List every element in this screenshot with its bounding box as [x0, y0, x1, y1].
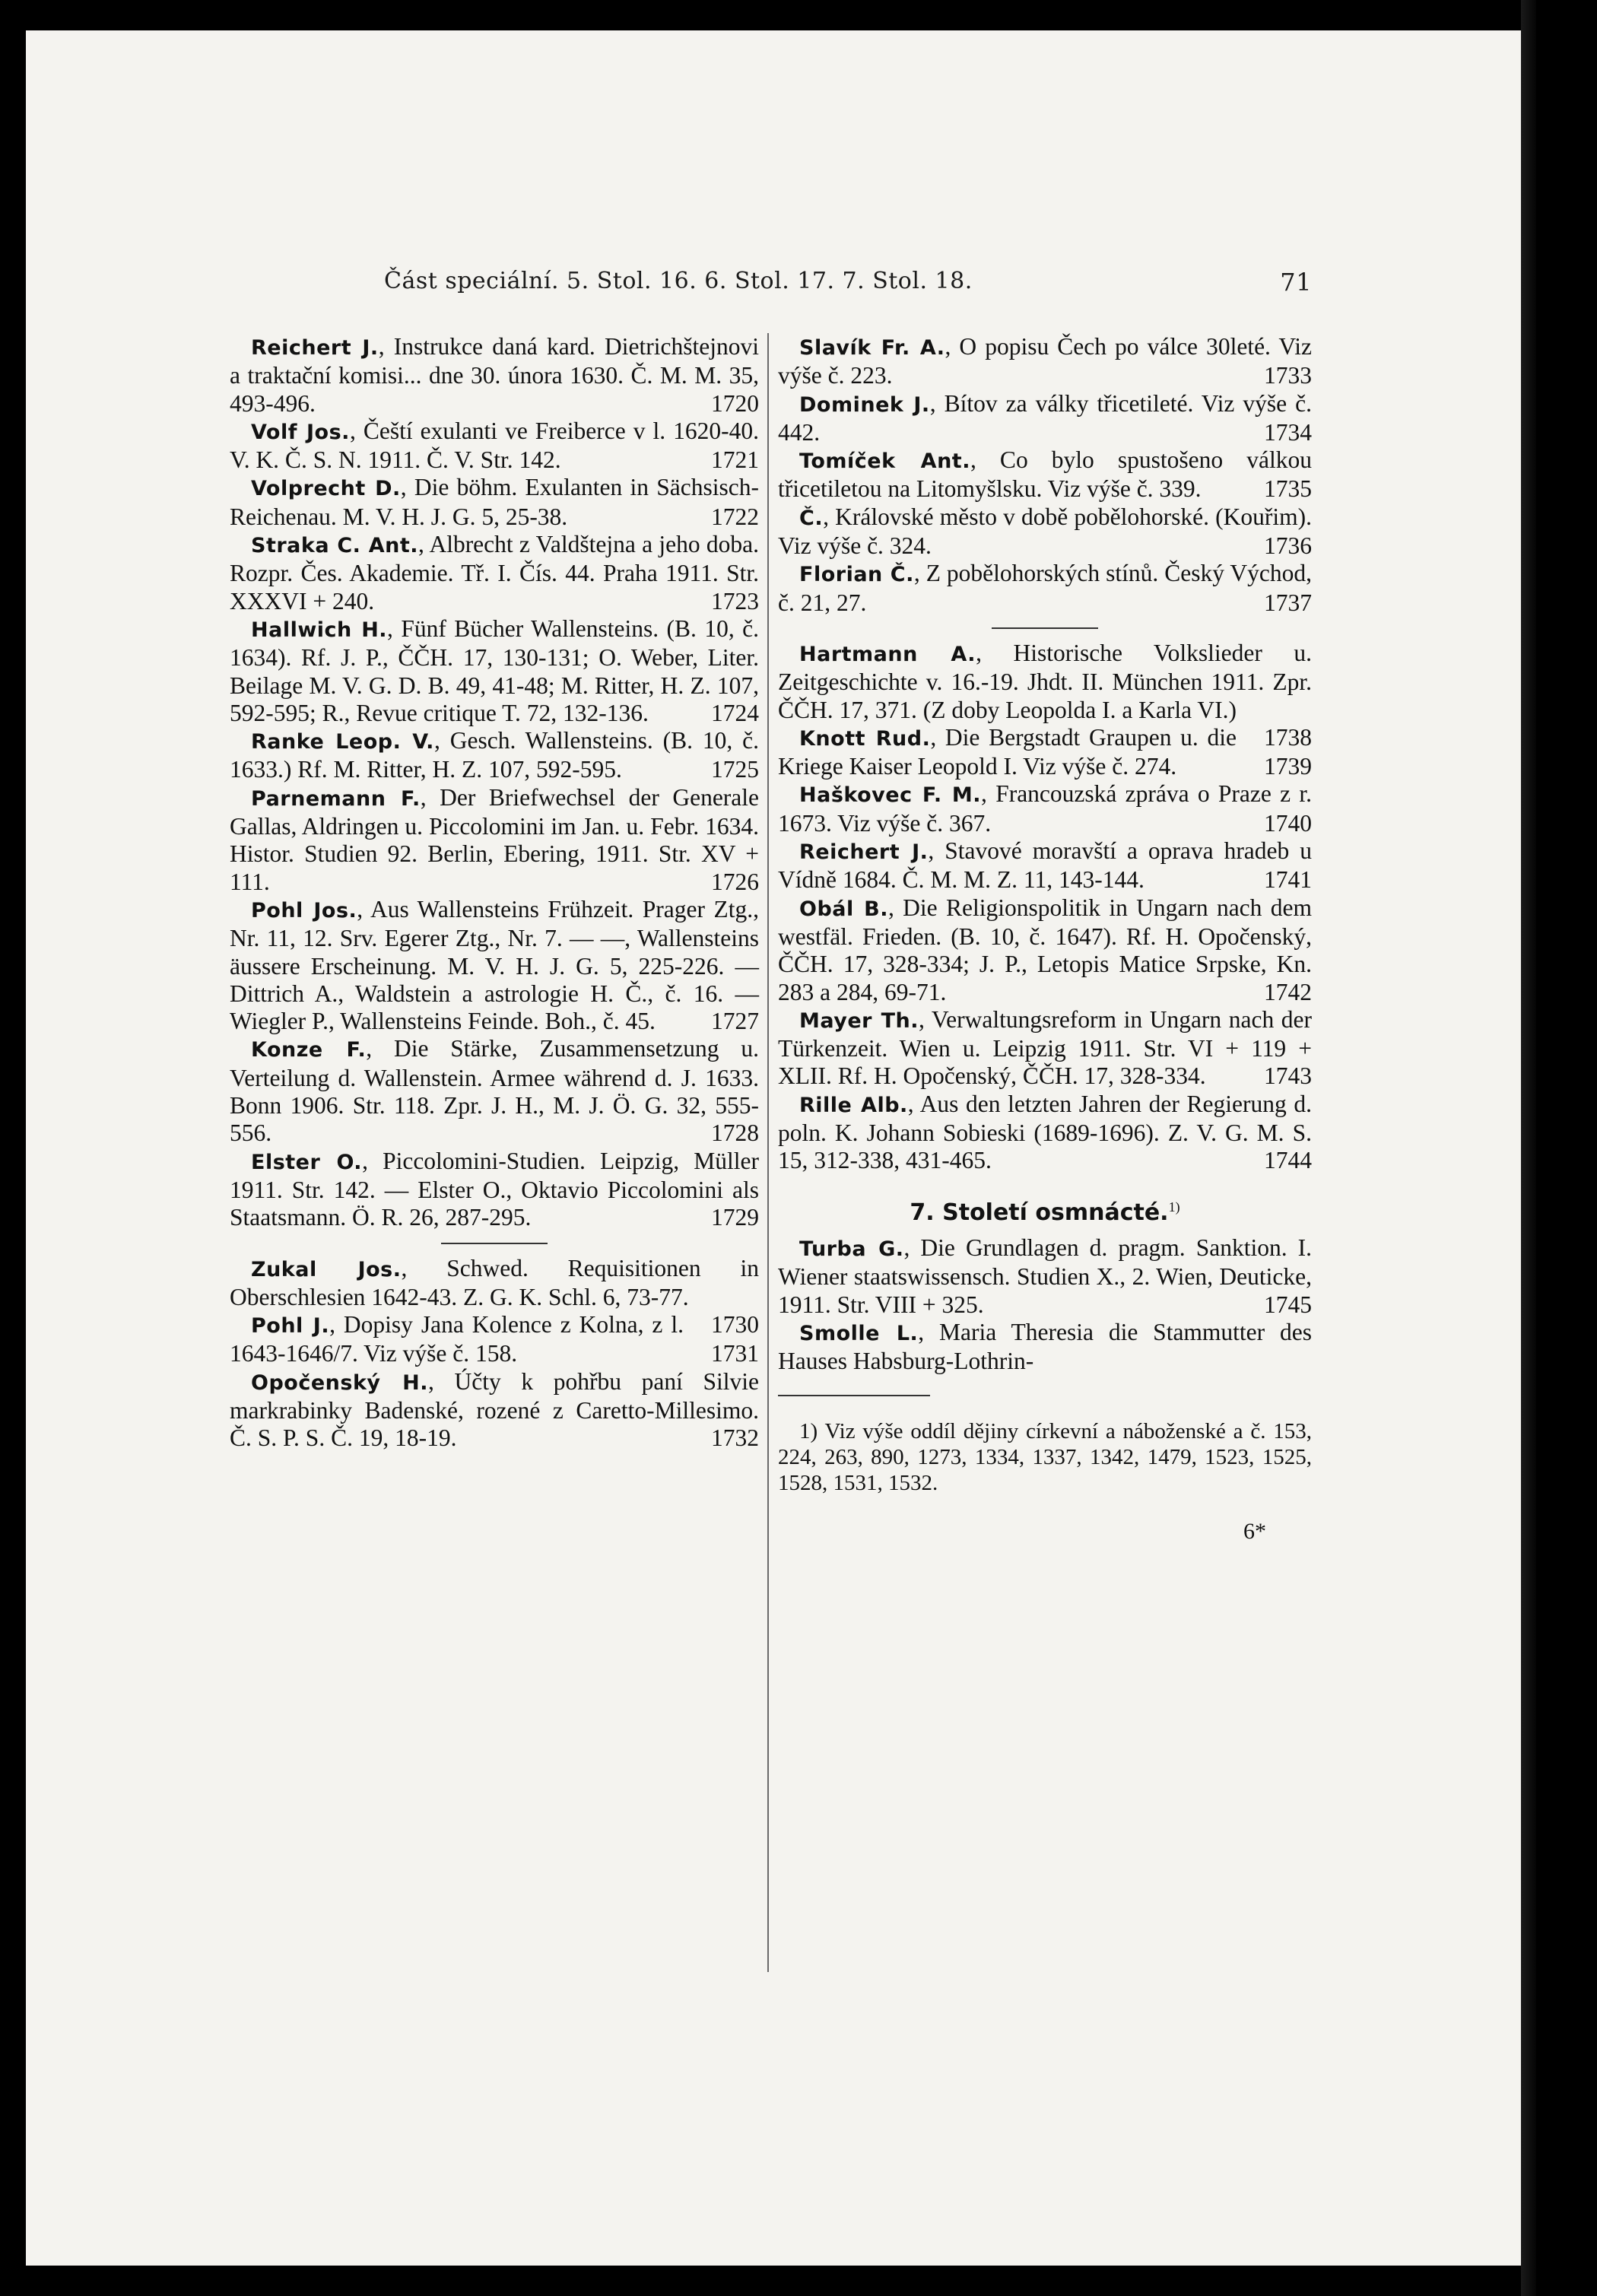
entry-author: Obál B.: [799, 897, 888, 921]
entry-author: Opočenský H.: [251, 1370, 429, 1395]
entry-1721: Volf Jos., Čeští exulanti ve Freiberce v l. 1620-40. V. K. Č. S. N. 1911. Č. V. Str. 142. 1721: [230, 417, 759, 474]
entry-number: 1720: [711, 389, 759, 417]
entry-number: 1735: [1264, 475, 1312, 503]
column-divider: [767, 333, 769, 1972]
entry-1723: Straka C. Ant., Albrecht z Valdštejna a jeho doba. Rozpr. Čes. Akademie. Tř. I. Čís. 44. Praha 1911. Str. XXXVI + 240. 1723: [230, 531, 759, 614]
entry-number: 1722: [711, 503, 759, 530]
running-header: [384, 268, 1312, 297]
separator-rule: [441, 1243, 548, 1244]
page-number: 71: [1280, 268, 1312, 297]
entry-number: 1745: [1264, 1291, 1312, 1318]
entry-1725: Ranke Leop. V., Gesch. Wallensteins. (B. 10, č. 1633.) Rf. M. Ritter, H. Z. 107, 592-595. 1725: [230, 727, 759, 783]
entry-author: Volf Jos.: [251, 420, 350, 444]
entry-1744: Rille Alb., Aus den letzten Jahren der Regierung d. poln. K. Johann Sobieski (1689-1696). Z. V. G. M. S. 15, 312-338, 431-465. 1744: [778, 1090, 1312, 1174]
entry-1741: Reichert J., Stavové moravští a oprava hradeb u Vídně 1684. Č. M. M. Z. 11, 143-144. 1741: [778, 837, 1312, 894]
entry-1730: Zukal Jos., Schwed. Requisitionen in Oberschlesien 1642-43. Z. G. K. Schl. 6, 73-77. 1730: [230, 1254, 759, 1339]
entry-author: Konze F.: [251, 1038, 367, 1062]
entry-author: Č.: [799, 506, 824, 530]
entry-author: Slavík Fr. A.: [799, 336, 945, 360]
signature-mark: 6*: [1243, 1519, 1266, 1545]
entry-number: 1734: [1264, 418, 1312, 446]
entry-number: 1731: [711, 1340, 759, 1367]
entry-author: Knott Rud.: [799, 726, 931, 751]
entry-number: 1738: [1264, 723, 1312, 751]
entry-1739: Knott Rud., Die Bergstadt Graupen u. die Kriege Kaiser Leopold I. Viz výše č. 274. 1739: [778, 723, 1312, 780]
entry-author: Florian Č.: [799, 563, 914, 587]
entry-number: 1724: [711, 699, 759, 726]
entry-number: 1725: [711, 756, 759, 783]
entry-number: 1733: [1264, 362, 1312, 389]
entry-number: 1739: [1264, 753, 1312, 780]
entry-number: 1729: [711, 1204, 759, 1231]
entry-author: Rille Alb.: [799, 1093, 908, 1117]
entry-1731: Pohl J., Dopisy Jana Kolence z Kolna, z l. 1643-1646/7. Viz výše č. 158. 1731: [230, 1311, 759, 1367]
entry-number: 1723: [711, 587, 759, 614]
entry-author: Zukal Jos.: [251, 1257, 402, 1281]
footnote-rule: [778, 1395, 930, 1396]
entry-1745: Turba G., Die Grundlagen d. pragm. Sanktion. I. Wiener staatswissensch. Studien X., 2. Wien, Deuticke, 1911. Str. VIII + 325. 1745: [778, 1234, 1312, 1318]
entry-author: Volprecht D.: [251, 477, 401, 501]
entry-author: Hartmann A.: [799, 642, 976, 666]
entry-author: Turba G.: [799, 1237, 904, 1261]
entry-author: Haškovec F. M.: [799, 783, 982, 808]
scan-edge: [1521, 0, 1536, 2296]
separator-rule: [992, 627, 1098, 629]
section-heading: 7. Století osmnácté.$^{1)}$: [910, 1199, 1180, 1226]
entry-author: Parnemann F.: [251, 786, 421, 811]
entry-1733: Slavík Fr. A., O popisu Čech po válce 30leté. Viz výše č. 223. 1733: [778, 333, 1312, 389]
entry-author: Ranke Leop. V.: [251, 730, 434, 754]
footnote-mark: 1): [1168, 1199, 1180, 1215]
entry-1740: Haškovec F. M., Francouzská zpráva o Praze z r. 1673. Viz výše č. 367. 1740: [778, 780, 1312, 837]
entry-continued: Smolle L., Maria Theresia die Stammutter des Hauses Habsburg-Lothrin-: [778, 1318, 1312, 1375]
entry-1729: Elster O., Piccolomini-Studien. Leipzig, Müller 1911. Str. 142. — Elster O., Oktavio Piccolomini als Staatsmann. Ö. R. 26, 287-295. 1729: [230, 1147, 759, 1231]
entry-author: Smolle L.: [799, 1321, 919, 1345]
entry-author: Straka C. Ant.: [251, 534, 419, 558]
running-title: Část speciální. 5. Stol. 16. 6. Stol. 17. 7. Stol. 18.: [384, 268, 973, 294]
entry-1743: Mayer Th., Verwaltungsreform in Ungarn nach der Türkenzeit. Wien u. Leipzig 1911. Str. VI + 119 + XLII. Rf. H. Opočenský, ČČH. 17, 328-334. 1743: [778, 1005, 1312, 1090]
entry-1742: Obál B., Die Religionspolitik in Ungarn nach dem westfäl. Frieden. (B. 10, č. 1647). Rf. H. Opočenský, ČČH. 17, 328-334; J. P., Letopis Matice Srpske, Kn. 283 a 284, 69-71. 1742: [778, 894, 1312, 1005]
left-column: [230, 333, 759, 1453]
entry-1726: Parnemann F., Der Briefwechsel der Generale Gallas, Aldringen u. Piccolomini im Jan. u. Febr. 1634. Histor. Studien 92. Berlin, Ebering, 1911. Str. XV + 111. 1726: [230, 783, 759, 895]
entry-1737: Florian Č., Z pobělohorských stínů. Český Východ, č. 21, 27. 1737: [778, 560, 1312, 616]
entry-number: 1737: [1264, 589, 1312, 616]
entry-1735: Tomíček Ant., Co bylo spustošeno válkou třicetiletou na Litomyšlsku. Viz výše č. 339. 1735: [778, 446, 1312, 503]
entry-author: Elster O.: [251, 1150, 363, 1174]
entry-author: Tomíček Ant.: [799, 449, 970, 474]
entry-author: Mayer Th.: [799, 1008, 919, 1033]
entry-author: Pohl Jos.: [251, 898, 357, 923]
entry-number: 1742: [1264, 978, 1312, 1005]
entry-number: 1736: [1264, 532, 1312, 560]
entry-number: 1741: [1264, 866, 1312, 894]
entry-number: 1743: [1264, 1062, 1312, 1090]
entry-number: 1732: [711, 1424, 759, 1452]
entry-number: 1726: [711, 868, 759, 895]
entry-number: 1740: [1264, 809, 1312, 837]
entry-1722: Volprecht D., Die böhm. Exulanten in Sächsisch-Reichenau. M. V. H. J. G. 5, 25-38. 1722: [230, 474, 759, 530]
entry-1732: Opočenský H., Účty k pohřbu paní Silvie markrabinky Badenské, rozené z Caretto-Millesimo. Č. S. P. S. Č. 19, 18-19. 1732: [230, 1367, 760, 1452]
right-column: [778, 333, 1312, 1546]
entry-number: 1728: [711, 1119, 759, 1147]
entry-1720: Reichert J., Instrukce daná kard. Dietrichštejnovi a traktační komisi... dne 30. února 1630. Č. M. M. 35, 493-496. 1720: [230, 333, 759, 417]
entry-1727: Pohl Jos., Aus Wallensteins Frühzeit. Prager Ztg., Nr. 11, 12. Srv. Egerer Ztg., Nr. 7. — —, Wallensteins äussere Erscheinung. M. V. H. J. G. 5, 225-226. — Dittrich A., Waldstein a astrologie H. Č., č. 16. — Wiegler P., Wallensteins Feinde. Boh., č. 45. 1727: [230, 895, 759, 1035]
entry-1728: Konze F., Die Stärke, Zusammensetzung u. Verteilung d. Wallenstein. Armee während d. J. 1633. Bonn 1906. Str. 118. Zpr. J. H., M. J. Ö. G. 32, 555-556. 1728: [230, 1035, 759, 1147]
entry-author: Hallwich H.: [251, 618, 388, 642]
entry-number: 1744: [1264, 1147, 1312, 1174]
entry-1734: Dominek J., Bítov za války třicetileté. Viz výše č. 442. 1734: [778, 389, 1313, 446]
entry-number: 1730: [711, 1311, 759, 1339]
entry-1738: Hartmann A., Historische Volkslieder u. Zeitgeschichte v. 16.-19. Jhdt. II. München 1911. Zpr. ČČH. 17, 371. (Z doby Leopolda I. a Karla VI.) 1738: [778, 639, 1312, 751]
entry-author: Pohl J.: [251, 1314, 330, 1339]
entry-1736: Č., Královské město v době pobělohorské. (Kouřim). Viz výše č. 324. 1736: [778, 503, 1312, 560]
entry-author: Dominek J.: [799, 392, 930, 417]
entry-number: 1727: [711, 1008, 759, 1035]
entry-1724: Hallwich H., Fünf Bücher Wallensteins. (B. 10, č. 1634). Rf. J. P., ČČH. 17, 130-131; O. Weber, Liter. Beilage M. V. G. D. B. 49, 41-48; M. Ritter, H. Z. 107, 592-595; R., Revue critique T. 72, 132-136. 1724: [230, 614, 759, 726]
entry-number: 1721: [711, 446, 759, 474]
footnote: 1) Viz výše oddíl dějiny církevní a náboženské a č. 153, 224, 263, 890, 1273, 1334, 1337, 1342, 1479, 1523, 1525, 1528, 1531, 1532.: [778, 1419, 1312, 1496]
entry-author: Reichert J.: [799, 840, 929, 865]
entry-author: Reichert J.: [251, 336, 379, 360]
